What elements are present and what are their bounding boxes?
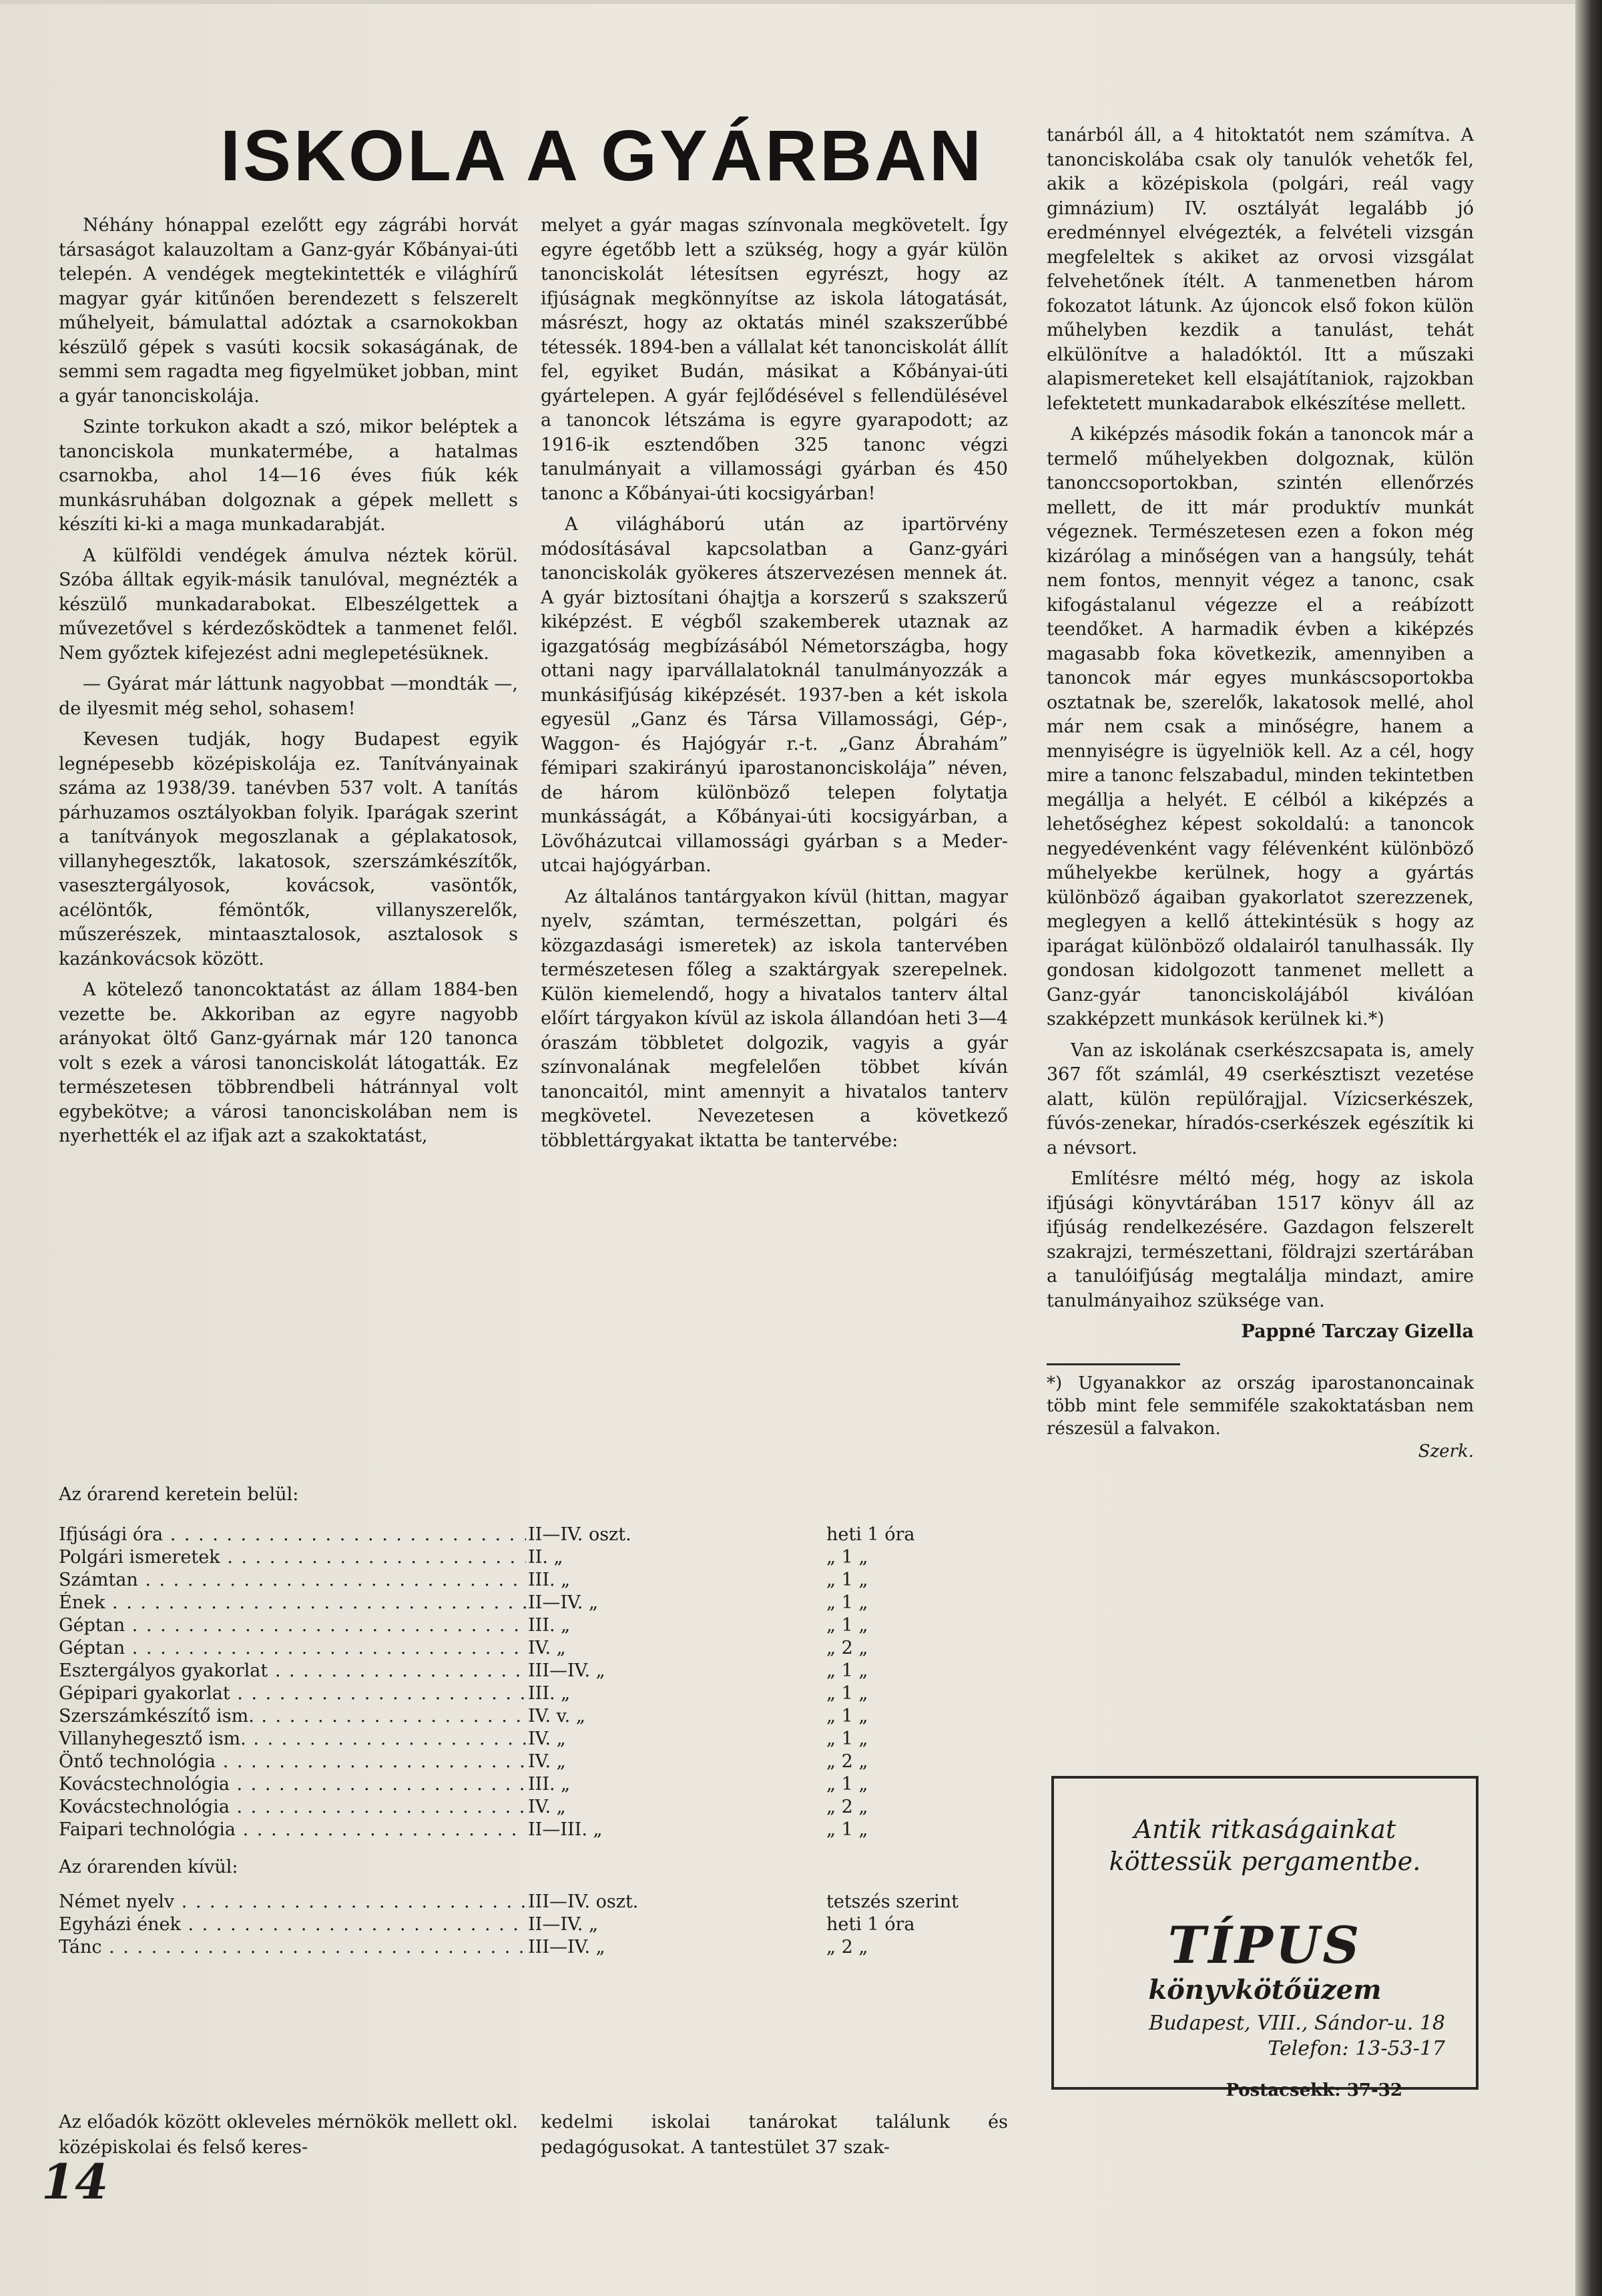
schedule-hours: „ 1 „: [826, 1592, 868, 1613]
schedule-hours: „ 1 „: [826, 1570, 868, 1590]
schedule-class: III—IV. „: [528, 1937, 605, 1958]
schedule-class: IV. „: [528, 1797, 566, 1817]
schedule-subject: Géptan . . .: [59, 1637, 526, 1660]
schedule-subject: Tánc . . .: [59, 1936, 526, 1959]
paragraph: Kevesen tudják, hogy Budapest egyik legnépesebb középiskolája ez. Tanítványainak száma az 1938/39. tanévben 537 volt. A tanítás párhuzamos osztályokban folyik. Iparágak szerint a tanítványok megoszlanak a géplakatosok, villanyhegesztők, lakatosok, szerszámkészítők, vasesztergályosok, kovácsok, vasöntők, acélöntők, fémöntők, villanyszerelők, műszerészek, mintaasztalosok, asztalosok s kazánkovácsok között.: [59, 729, 518, 969]
paragraph: — Gyárat már láttunk nagyobbat —mondták —, de ilyesmit még sehol, sohasem!: [59, 674, 518, 719]
author-signature: Pappné Tarczay Gizella: [1241, 1321, 1474, 1342]
schedule-row: [59, 1546, 1007, 1569]
schedule-row: [59, 1592, 1007, 1614]
schedule-subject: Kovácstechnológia . . .: [59, 1796, 526, 1819]
schedule-class: III—IV. oszt.: [528, 1891, 639, 1912]
schedule-subject: Géptan . . .: [59, 1614, 526, 1637]
schedule-class: III. „: [528, 1683, 571, 1704]
column-1: [59, 214, 518, 1156]
schedule-row: [59, 1569, 1007, 1592]
schedule-hours: „ 1 „: [826, 1660, 868, 1681]
paragraph: A külföldi vendégek ámulva néztek körül. Szóba álltak egyik-másik tanulóval, megnézték a készülő munkadarabokat. Elbeszélgettek a művezetővel s kérdezősködtek a tanmenet felől. Nem győztek kifejezést adni meglepetésüknek.: [59, 545, 518, 664]
schedule-hours: „ 1 „: [826, 1683, 868, 1704]
schedule-heading-out: Az órarenden kívül:: [59, 1857, 238, 1877]
page-binding-edge: [1575, 0, 1602, 2296]
schedule-subject: Öntő technológia . . .: [59, 1751, 526, 1773]
schedule-hours: heti 1 óra: [826, 1914, 915, 1935]
schedule-class: IV. v. „: [528, 1706, 585, 1727]
schedule-row: [59, 1913, 1007, 1936]
schedule-subject: Ének . . .: [59, 1592, 526, 1614]
page-number: 14: [41, 2153, 109, 2210]
schedule-row: [59, 1819, 1007, 1841]
schedule-subject: Gépipari gyakorlat . . .: [59, 1682, 526, 1705]
column-2: [541, 214, 1008, 1160]
schedule-hours: „ 1 „: [826, 1774, 868, 1795]
footnote-divider: [1047, 1363, 1180, 1365]
schedule-rows-out: [59, 1891, 1007, 1959]
schedule-row: [59, 1705, 1007, 1728]
ad-address: Budapest, VIII., Sándor-u. 18: [1149, 2012, 1445, 2035]
schedule-subject: Esztergályos gyakorlat . . .: [59, 1660, 526, 1682]
schedule-hours: tetszés szerint: [826, 1891, 959, 1912]
schedule-subject: Ifjúsági óra . . .: [59, 1524, 526, 1546]
ad-tagline-1: Antik ritkaságainkat: [1133, 1815, 1396, 1844]
paragraph: A kiképzés második fokán a tanoncok már a termelő műhelyekben dolgoznak, külön tanonccsoportokban, szintén ellenőrzés mellett, de itt már produktív munkát végeznek. Természetesen ezen a fokon még kizárólag a minőségen van a hangsúly, tehát nem fontos, mennyit végez a tanonc, csak kifogástalanul végezze el a reábízott teendőket. A harmadik évben a kiképzés magasabb foka következik, amennyiben a tanoncok már egyes munkáscsoportokba osztatnak be, szerelők, lakatosok mellé, ahol már nem csak a minőségre, hanem a mennyiségre is ügyelniök kell. Az a cél, hogy mire a tanonc felszabadul, minden tekintetben megállja a helyét. E célból a kiképzés a lehetőséghez képest sokoldalú: a tanoncok negyedévenként vagy félévenként különböző műhelyekbe kerülnek, hogy a gyártás különböző ágaiban gyakorlatot szerezzenek, meglegyen a kellő áttekintésük s hogy az iparágat különböző oldalairól tanulhassák. Ily gondosan kidolgozott tanmenet mellett a Ganz-gyár tanonciskolájából kiválóan szakképzett munkások kerülnek ki.*): [1047, 424, 1474, 1029]
schedule-row: [59, 1773, 1007, 1796]
ad-tagline-2: köttessük pergamentbe.: [1109, 1847, 1421, 1876]
paragraph: Van az iskolának cserkészcsapata is, amely 367 főt számlál, 49 cserkésztiszt vezetése alatt, külön repülőrajjal. Vízicserkészek, fúvós-zenekar, híradós-cserkészek egészítik ki a névsort.: [1047, 1040, 1474, 1158]
schedule-subject: Szerszámkészítő ism. . . .: [59, 1705, 526, 1728]
schedule-hours: „ 2 „: [826, 1751, 868, 1772]
ad-brand-subtitle: könyvkötőüzem: [1148, 1974, 1382, 2006]
schedule-row: [59, 1614, 1007, 1637]
schedule-subject: Polgári ismeretek . . .: [59, 1546, 526, 1569]
schedule-class: II—IV. oszt.: [528, 1524, 631, 1545]
schedule-class: III. „: [528, 1570, 571, 1590]
schedule-row: [59, 1660, 1007, 1682]
schedule-rows-in: [59, 1524, 1007, 1841]
paragraph: A világháború után az ipartörvény módosításával kapcsolatban a Ganz-gyári tanonciskolák gyökeres átszervezésen mennek át. A gyár biztosítani óhajtja a korszerű s szakszerű kiképzést. E végből szakemberek utaznak az igazgatóság megbízásából Németországba, hogy ottani nagy iparvállalatoknál tanulmányozzák a munkásifjúság kiképzését. 1937-ben a két iskola egyesül „Ganz és Társa Villamossági, Gép-, Waggon- és Hajógyár r.-t. „Ganz Ábrahám” fémipari szakirányú iparostanonciskolája” néven, de három különböző telepen folytatja munkásságát, a Kőbányai-úti kocsigyárban, a Lövőházutcai villamossági gyárban s a Meder-utcai hajógyárban.: [541, 514, 1008, 876]
closing-text-left: Az előadók között okleveles mérnökök mellett okl. középiskolai és felső keres-: [59, 2112, 518, 2158]
advertisement-box: [1051, 1776, 1479, 2100]
schedule-hours: „ 1 „: [826, 1615, 868, 1636]
paragraph: Említésre méltó még, hogy az iskola ifjúsági könyvtárában 1517 könyv áll az ifjúság rendelkezésére. Gazdagon felszerelt szakrajzi, természettani, földrajzi szertárában a tanulóifjúság megtalálja mindazt, amire tanulmányaihoz szüksége van.: [1047, 1168, 1474, 1311]
schedule-class: II—III. „: [528, 1819, 603, 1840]
schedule-subject: Kovácstechnológia . . .: [59, 1773, 526, 1796]
schedule-subject: Villanyhegesztő ism. . . .: [59, 1728, 526, 1751]
footnote: *) Ugyanakkor az ország iparostanoncainak több mint fele semmiféle szakoktatásban nem részesül a falvakon.: [1047, 1373, 1474, 1439]
schedule-hours: „ 2 „: [826, 1638, 868, 1658]
schedule-subject: Német nyelv . . .: [59, 1891, 526, 1913]
closing-text-right: kedelmi iskolai tanárokat találunk és pedagógusokat. A tantestület 37 szak-: [541, 2112, 1008, 2158]
footnote-signature: Szerk.: [1418, 1441, 1474, 1461]
schedule-class: III—IV. „: [528, 1660, 605, 1681]
schedule-row: [59, 1637, 1007, 1660]
schedule-heading-in: Az órarend keretein belül:: [59, 1484, 299, 1505]
paragraph: Néhány hónappal ezelőtt egy zágrábi horvát társaságot kalauzoltam a Ganz-gyár Kőbányai-úti telepén. A vendégek megtekintették e világhírű magyar gyár kitűnően berendezett s felszerelt műhelyeit, bámulattal adóztak a csarnokokban készülő gépek s vasúti kocsik sokaságának, de semmi sem ragadta meg figyelmüket jobban, mint a gyár tanonciskolája.: [59, 215, 518, 407]
schedule-subject: Számtan . . .: [59, 1569, 526, 1592]
schedule-row: [59, 1936, 1007, 1959]
schedule-hours: heti 1 óra: [826, 1524, 915, 1545]
schedule-subject: Faipari technológia . . .: [59, 1819, 526, 1841]
paragraph: tanárból áll, a 4 hitoktatót nem számítva. A tanonciskolába csak oly tanulók vehetők fel, akik a középiskola (polgári, reál vagy gimnázium) IV. osztályát legalább jó eredménnyel elvégezték, a felvételi vizsgán megfeleltek s akiket az orvosi vizsgálat felvehetőnek ítélt. A tanmenetben három fokozatot látunk. Az újoncok első fokon külön műhelyben kezdik a tanulást, tehát elkülönítve a haladóktól. Itt a műszaki alapismereteket kell elsajátítaniok, rajzokban lefektetett munkadarabok elkészítése mellett.: [1047, 125, 1474, 414]
ad-brand: TÍPUS: [1167, 1915, 1362, 1975]
column-3: [1047, 124, 1474, 1463]
schedule-class: II—IV. „: [528, 1592, 598, 1613]
schedule-hours: „ 1 „: [826, 1547, 868, 1568]
schedule-class: IV. „: [528, 1751, 566, 1772]
schedule-hours: „ 1 „: [826, 1706, 868, 1727]
schedule-class: III. „: [528, 1615, 571, 1636]
paragraph: melyet a gyár magas színvonala megkövetelt. Így egyre égetőbb lett a szükség, hogy a gyár külön tanonciskolát létesítsen egyrészt, hogy az ifjúságnak megkönnyítse az iskola látogatását, másrészt, hogy az oktatás minél szakszerűbbé tétessék. 1894-ben a vállalat két tanonciskolát állít fel, egyiket Budán, másikat a Kőbányai-úti gyártelepen. A gyár fejlődésével s fellendülésével a tanoncok létszáma is egyre gyarapodott; az 1916-ik esztendőben 325 tanonc végzi tanulmányait a villamossági gyárban és 450 tanonc a Kőbányai-úti kocsigyárban!: [541, 215, 1008, 504]
schedule-hours: „ 1 „: [826, 1819, 868, 1840]
paragraph: Az általános tantárgyakon kívül (hittan, magyar nyelv, számtan, természettan, polgári és közgazdasági ismeretek) az iskola tantervében természetesen főleg a szaktárgyak szerepelnek. Külön kiemelendő, hogy a hivatalos tanterv által előírt tárgyakon kívül az iskola állandóan heti 3—4 óraszám többletet dolgozik, vagyis a gyár színvonalának megfelelően többet kíván tanoncaitól, mint amennyit a hivatalos tanterv megkövetel. Nevezetesen a következő többlettárgyakat iktatta be tantervébe:: [541, 886, 1008, 1151]
schedule-class: IV. „: [528, 1729, 566, 1749]
paragraph: Szinte torkukon akadt a szó, mikor beléptek a tanonciskola munkatermébe, a hatalmas csarnokba, ahol 14—16 éves fiúk kék munkásruhában dolgoznak a gépek mellett s készíti ki-ki a maga munkadarabját.: [59, 417, 518, 535]
ad-phone: Telefon: 13-53-17: [1268, 2037, 1445, 2060]
schedule-class: II. „: [528, 1547, 563, 1568]
schedule-row: [59, 1891, 1007, 1913]
schedule-row: [59, 1682, 1007, 1705]
schedule-table: [59, 1483, 1007, 1959]
schedule-class: II—IV. „: [528, 1914, 598, 1935]
schedule-hours: „ 1 „: [826, 1729, 868, 1749]
page-top-edge: [0, 0, 1602, 4]
schedule-subject: Egyházi ének . . .: [59, 1913, 526, 1936]
schedule-hours: „ 2 „: [826, 1797, 868, 1817]
schedule-class: IV. „: [528, 1638, 566, 1658]
ad-postal: Postacsekk: 37-32: [1226, 2080, 1402, 2100]
schedule-row: [59, 1524, 1007, 1546]
schedule-row: [59, 1751, 1007, 1773]
schedule-row: [59, 1796, 1007, 1819]
article-title: ISKOLA A GYÁRBAN: [220, 115, 984, 196]
paragraph: A kötelező tanoncoktatást az állam 1884-ben vezette be. Akkoriban az egyre nagyobb arányokat öltő Ganz-gyárnak már 120 tanonca volt s ezek a városi tanonciskolát látogatták. Ez természetesen többrendbeli hátránnyal volt egybekötve; a városi tanonciskolában nem is nyerhették el az ifjak azt a szakoktatást,: [59, 979, 518, 1146]
schedule-row: [59, 1728, 1007, 1751]
schedule-class: III. „: [528, 1774, 571, 1795]
schedule-hours: „ 2 „: [826, 1937, 868, 1958]
